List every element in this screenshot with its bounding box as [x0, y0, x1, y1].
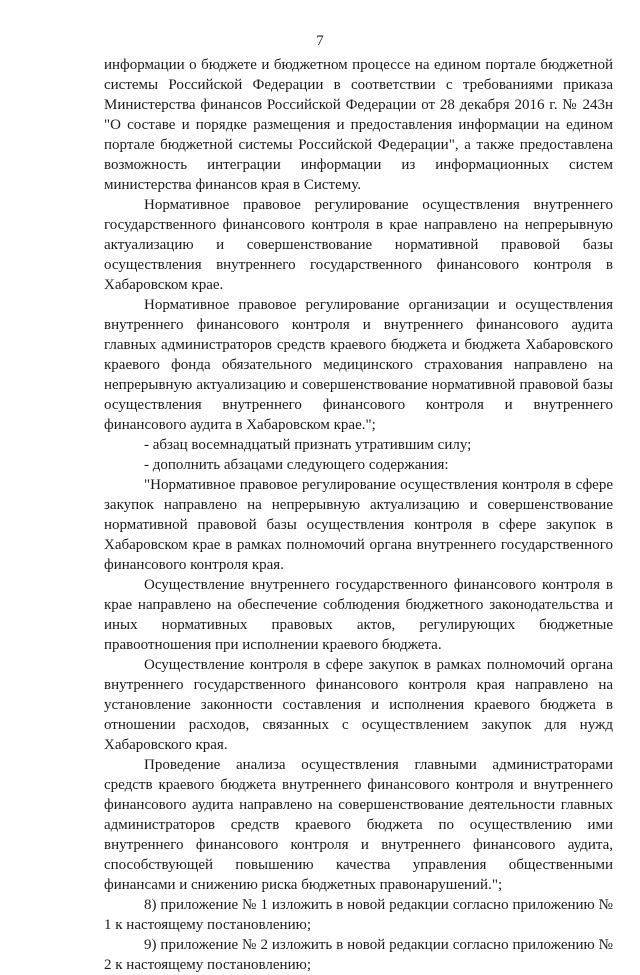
- paragraph-procurement-legality: Осуществление контроля в сфере закупок в рамках полномочий органа внутреннего государственного финансового контроля края направлено на установление законности составления и исполнения краевого бюджета в отношении расходов, связанных с осуществлением закупок для нужд Хабаровского края.: [104, 657, 613, 753]
- paragraph-administrators-analysis: Проведение анализа осуществления главными администраторами средств краевого бюджета внутреннего финансового контроля и внутреннего финансового аудита направлено на совершенствование деятельности главных администраторов средств краевого бюджета по осуществлению ими внутреннего финансового контроля и внутреннего финансового аудита, способствующей повышению качества управления общественными финансами и снижению риска бюджетных правонарушений.";: [104, 757, 613, 893]
- paragraph-appendix-2: 9) приложение № 2 изложить в новой редакции согласно приложению № 2 к настоящему постановлению;: [104, 937, 613, 973]
- paragraph-internal-audit-regulation: Нормативное правовое регулирование организации и осуществления внутреннего финансового контроля и внутреннего финансового аудита главных администраторов средств краевого бюджета и бюджета Хабаровского краевого фонда обязательного медицинского страхования направлено на непрерывную актуализацию и совершенствование нормативной правовой базы осуществления внутреннего финансового контроля и внутреннего финансового аудита в Хабаровском крае.";: [104, 297, 613, 433]
- paragraph-appendix-1: 8) приложение № 1 изложить в новой редакции согласно приложению № 1 к настоящему постановлению;: [104, 897, 613, 933]
- page-number: 7: [316, 33, 324, 49]
- paragraph-budget-compliance: Осуществление внутреннего государственного финансового контроля в крае направлено на обеспечение соблюдения бюджетного законодательства и иных нормативных правовых актов, регулирующих бюджетные правоотношения при исполнении краевого бюджета.: [104, 577, 613, 653]
- paragraph-abolish-clause: - абзац восемнадцатый признать утратившим силу;: [144, 437, 472, 453]
- paragraph-add-clauses: - дополнить абзацами следующего содержания:: [144, 457, 449, 473]
- paragraph-portal-info: информации о бюджете и бюджетном процессе на едином портале бюджетной системы Российской Федерации в соответствии с требованиями приказа Министерства финансов Российской Федерации от 28 декабря 2016 г. № 243н "О составе и порядке размещения и предоставления информации на едином портале бюджетной системы Российской Федерации", а также предоставлена возможность интеграции информации из информационных систем министерства финансов края в Систему.: [104, 57, 613, 193]
- document-body: [104, 55, 613, 975]
- paragraph-state-control-regulation: Нормативное правовое регулирование осуществления внутреннего государственного финансового контроля в крае направлено на непрерывную актуализацию и совершенствование нормативной правовой базы осуществления внутреннего государственного финансового контроля в Хабаровском крае.: [104, 197, 613, 293]
- paragraph-procurement-control: "Нормативное правовое регулирование осуществления контроля в сфере закупок направлено на непрерывную актуализацию и совершенствование нормативной правовой базы осуществления контроля в сфере закупок в Хабаровском крае в рамках полномочий органа внутреннего государственного финансового контроля края.: [104, 477, 613, 573]
